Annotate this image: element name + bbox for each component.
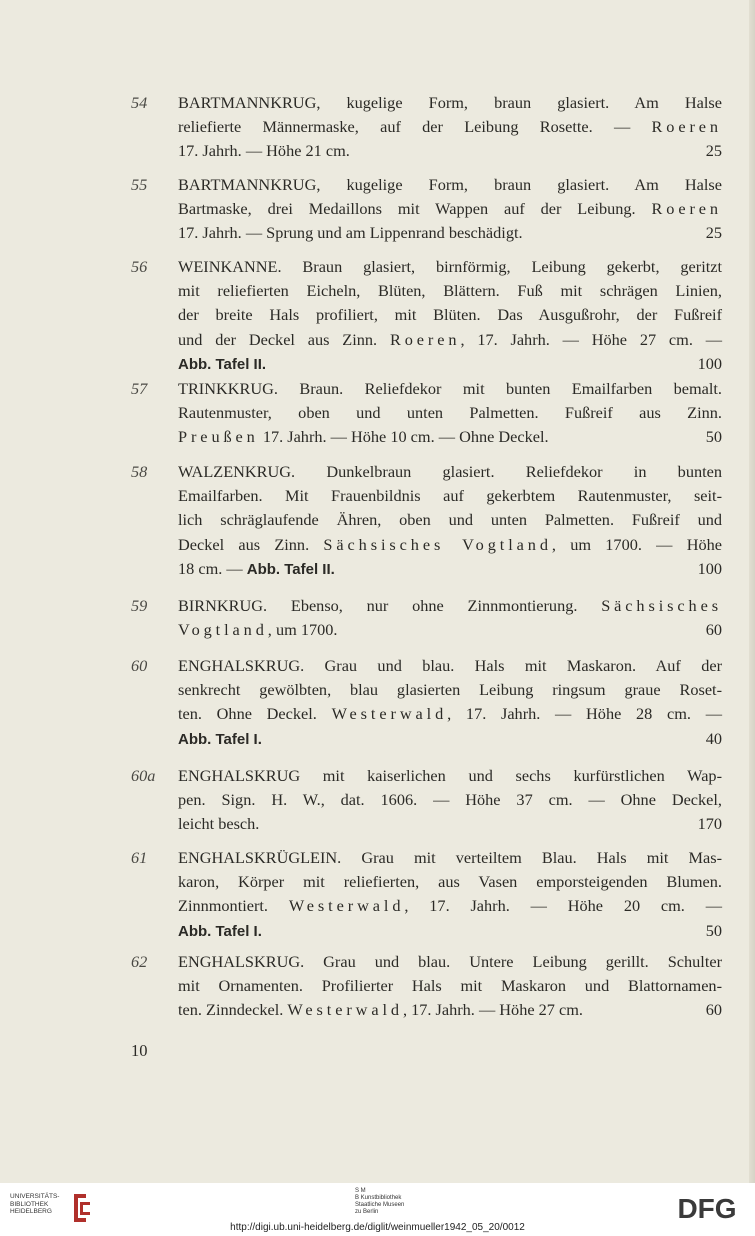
description-line: WALZENKRUG. Dunkelbraun glasiert. Reliefdekor in bunten	[178, 462, 722, 481]
description-line: Preußen 17. Jahrh. — Höhe 10 cm. — Ohne Deckel.	[178, 427, 549, 447]
lot-number: 55	[131, 175, 148, 194]
spaced-place-name: Westerwald	[287, 1000, 403, 1020]
museum-logo-label: S M B Kunstbibliothek Staatliche Museen zu Berlin	[355, 1188, 405, 1215]
description-line	[178, 919, 722, 943]
spaced-place-name: Roeren	[651, 117, 722, 137]
description-line: der breite Hals profiliert, mit Blüten. Das Ausgußrohr, der Fußreif	[178, 305, 722, 325]
lot-price: 40	[705, 728, 722, 748]
description-line	[178, 727, 722, 751]
description-line: und der Deckel aus Zinn. Roeren, 17. Jahrh. — Höhe 27 cm. —	[178, 329, 722, 349]
spaced-place-name: Vogtland	[178, 620, 268, 640]
entry-description	[178, 173, 722, 246]
entry-description	[178, 91, 722, 164]
lot-price: 100	[697, 353, 722, 373]
entry-description	[178, 377, 722, 450]
description-line: pen. Sign. H. W., dat. 1606. — Höhe 37 cm. — Ohne Deckel,	[178, 790, 722, 810]
source-url-link[interactable]: http://digi.ub.uni-heidelberg.de/diglit/weinmueller1942_05_20/0012	[230, 1222, 525, 1233]
entry-description	[178, 950, 722, 1023]
lot-price: 170	[697, 814, 722, 834]
description-line: BIRNKRUG. Ebenso, nur ohne Zinnmontierung. Sächsisches	[178, 596, 722, 615]
description-line: ten. Zinndeckel. Westerwald, 17. Jahrh. — Höhe 27 cm.	[178, 1000, 583, 1020]
lot-number: 61	[131, 848, 148, 867]
university-library-label: UNIVERSITÄTS- BIBLIOTHEK HEIDELBERG	[10, 1193, 60, 1215]
lot-number: 58	[131, 462, 148, 481]
spaced-place-name: Roeren	[651, 199, 722, 219]
lot-price: 25	[705, 141, 722, 161]
description-line: mit Ornamenten. Profilierter Hals mit Maskaron und Blattornamen-	[178, 976, 722, 996]
description-line: leicht besch.	[178, 814, 260, 834]
lot-price: 60	[705, 620, 722, 640]
description-line: Deckel aus Zinn. Sächsisches Vogtland, um 1700. — Höhe	[178, 534, 722, 554]
description-line: 18 cm. — Abb. Tafel II.	[178, 558, 335, 578]
plate-reference: Abb. Tafel I.	[178, 922, 262, 940]
description-line: TRINKKRUG. Braun. Reliefdekor mit bunten Emailfarben bemalt.	[178, 379, 722, 398]
lot-number: 57	[131, 379, 148, 398]
description-line: 17. Jahrh. — Sprung und am Lippenrand beschädigt.	[178, 223, 523, 243]
lot-price: 60	[705, 1000, 722, 1020]
description-line: Emailfarben. Mit Frauenbildnis auf gekerbtem Rautenmuster, seit-	[178, 486, 722, 506]
description-line: WEINKANNE. Braun glasiert, birnförmig, Leibung gekerbt, geritzt	[178, 257, 722, 276]
description-line: ENGHALSKRUG. Grau und blau. Hals mit Maskaron. Auf der	[178, 656, 722, 675]
description-line: Zinnmontiert. Westerwald, 17. Jahrh. — Höhe 20 cm. —	[178, 896, 722, 916]
lot-number: 56	[131, 257, 148, 276]
description-line: Rautenmuster, oben und unten Palmetten. Fußreif aus Zinn.	[178, 403, 722, 423]
description-line: BARTMANNKRUG, kugelige Form, braun glasiert. Am Halse	[178, 175, 722, 194]
lot-price: 50	[705, 920, 722, 940]
description-line: senkrecht gewölbten, blau glasierten Leibung ringsum graue Roset-	[178, 680, 722, 700]
entry-description	[178, 460, 722, 581]
lot-number: 62	[131, 952, 148, 971]
description-line	[178, 352, 722, 376]
description-line: 17. Jahrh. — Höhe 21 cm.	[178, 141, 350, 161]
entry-description	[178, 846, 722, 943]
description-line: reliefierte Männermaske, auf der Leibung Rosette. — Roeren	[178, 117, 722, 137]
spaced-place-name: Sächsisches Vogtland	[323, 534, 552, 554]
svg-text:DFG: DFG	[677, 1193, 737, 1222]
plate-reference: Abb. Tafel II.	[178, 355, 267, 373]
spaced-place-name: Preußen	[178, 427, 259, 447]
description-line: mit reliefierten Eicheln, Blüten, Blättern. Fuß mit schrägen Linien,	[178, 281, 722, 301]
spaced-place-name: Westerwald	[288, 896, 405, 916]
description-line: BARTMANNKRUG, kugelige Form, braun glasiert. Am Halse	[178, 93, 722, 112]
lot-number: 60	[131, 656, 148, 675]
description-line: ENGHALSKRUG. Grau und blau. Untere Leibung gerillt. Schulter	[178, 952, 722, 971]
lot-number: 54	[131, 93, 148, 112]
lot-number: 59	[131, 596, 148, 615]
entry-description	[178, 594, 722, 642]
description-line: Vogtland, um 1700.	[178, 620, 338, 640]
spaced-place-name: Roeren	[389, 329, 461, 349]
page-edge	[749, 0, 755, 1183]
lot-number: 60a	[131, 766, 156, 785]
entry-description	[178, 654, 722, 751]
description-line: ten. Ohne Deckel. Westerwald, 17. Jahrh. — Höhe 28 cm. —	[178, 704, 722, 724]
entry-description	[178, 764, 722, 837]
spaced-place-name: Sächsisches	[601, 596, 722, 615]
description-line: ENGHALSKRUG mit kaiserlichen und sechs kurfürstlichen Wap-	[178, 766, 722, 785]
description-line: karon, Körper mit reliefierten, aus Vasen emporsteigenden Blumen.	[178, 872, 722, 892]
description-line: lich schräglaufende Ähren, oben und unten Palmetten. Fußreif und	[178, 510, 722, 530]
description-line: Bartmaske, drei Medaillons mit Wappen auf der Leibung. Roeren	[178, 199, 722, 219]
page-number: 10	[131, 1041, 148, 1060]
lot-price: 100	[697, 558, 722, 578]
plate-reference: Abb. Tafel II.	[246, 560, 335, 578]
plate-reference: Abb. Tafel I.	[178, 730, 262, 748]
dfg-logo-icon	[670, 1192, 745, 1222]
university-logo-icon	[70, 1190, 92, 1224]
lot-price: 50	[705, 427, 722, 447]
description-line: ENGHALSKRÜGLEIN. Grau mit verteiltem Blau. Hals mit Mas-	[178, 848, 722, 867]
lot-price: 25	[705, 223, 722, 243]
entry-description	[178, 255, 722, 376]
spaced-place-name: Westerwald	[331, 704, 448, 724]
